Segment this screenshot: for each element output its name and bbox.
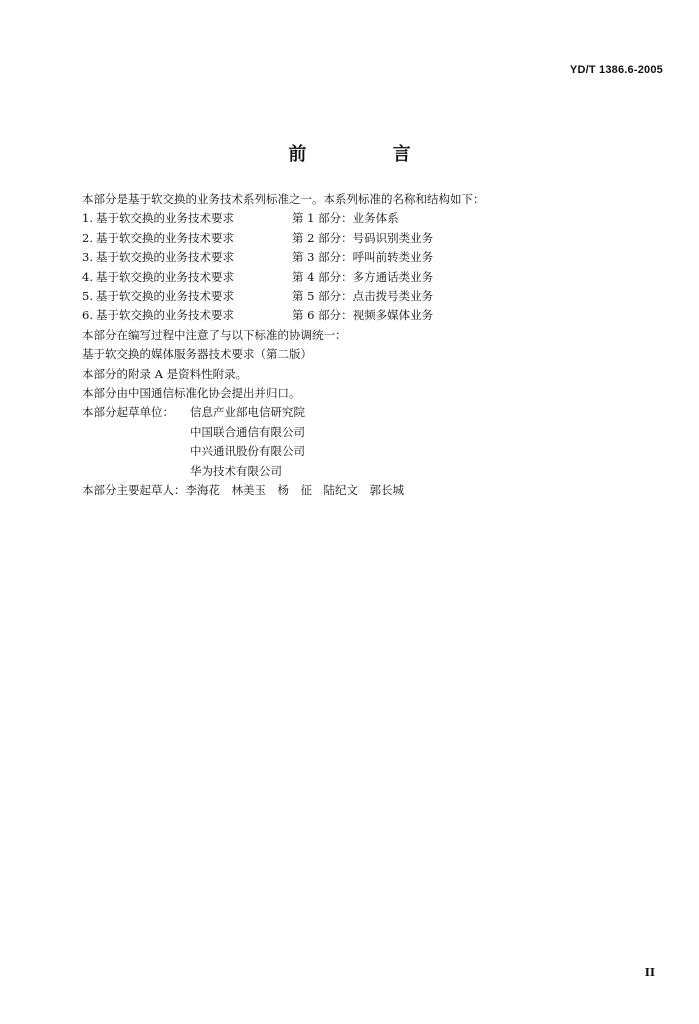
drafting-unit: 中国联合通信有限公司: [190, 424, 305, 439]
main-drafters-label: 本部分主要起草人：: [82, 483, 186, 498]
list-item-number: 1.: [82, 211, 93, 226]
list-item-number: 3.: [82, 250, 93, 265]
related-standard: 基于软交换的媒体服务器技术要求（第二版）: [82, 347, 312, 362]
list-item: [82, 229, 662, 248]
drafting-unit: 信息产业部电信研究院: [190, 405, 305, 420]
list-item-standard: 基于软交换的业务技术要求: [96, 230, 234, 245]
list-item: [82, 209, 662, 228]
drafting-unit: 中兴通讯股份有限公司: [190, 444, 305, 459]
list-item-part: 第 4 部分：多方通话类业务: [292, 269, 434, 284]
list-item-standard: 基于软交换的业务技术要求: [96, 250, 234, 265]
page-title: 前 言: [288, 144, 451, 165]
appendix-note: 本部分的附录 A 是资料性附录。: [82, 366, 248, 381]
main-drafters: [82, 481, 662, 500]
list-item-part: 第 5 部分：点击拨号类业务: [292, 289, 434, 304]
list-item-standard: 基于软交换的业务技术要求: [96, 269, 234, 284]
list-item-standard: 基于软交换的业务技术要求: [96, 211, 234, 226]
drafting-units: [82, 403, 662, 481]
list-item-part: 第 1 部分：业务体系: [292, 211, 399, 226]
drafting-unit: 华为技术有限公司: [190, 463, 282, 478]
list-item-number: 4.: [82, 269, 93, 284]
intro-paragraph: 本部分是基于软交换的业务技术系列标准之一。本系列标准的名称和结构如下：: [82, 192, 485, 206]
list-item-standard: 基于软交换的业务技术要求: [96, 289, 234, 304]
list-item-number: 2.: [82, 230, 93, 245]
list-item-part: 第 6 部分：视频多媒体业务: [292, 308, 434, 323]
foreword-body: [82, 190, 662, 501]
list-item-standard: 基于软交换的业务技术要求: [96, 308, 234, 323]
parts-list: [82, 209, 662, 325]
list-item-part: 第 3 部分：呼叫前转类业务: [292, 250, 434, 265]
list-item-number: 5.: [82, 289, 93, 304]
drafting-units-label: 本部分起草单位：: [82, 405, 174, 420]
list-item-number: 6.: [82, 308, 93, 323]
page-number: II: [644, 966, 655, 979]
main-drafters-names: 李海花 林美玉 杨 征 陆纪文 郭长城: [185, 483, 404, 498]
list-item: [82, 306, 662, 325]
coordination-note: 本部分在编写过程中注意了与以下标准的协调统一：: [82, 327, 347, 342]
list-item: [82, 287, 662, 306]
proposer-note: 本部分由中国通信标准化协会提出并归口。: [82, 386, 301, 401]
document-code: YD/T 1386.6-2005: [569, 64, 663, 76]
list-item-part: 第 2 部分：号码识别类业务: [292, 230, 434, 245]
list-item: [82, 268, 662, 287]
list-item: [82, 248, 662, 267]
drafting-unit-row: [82, 403, 662, 422]
